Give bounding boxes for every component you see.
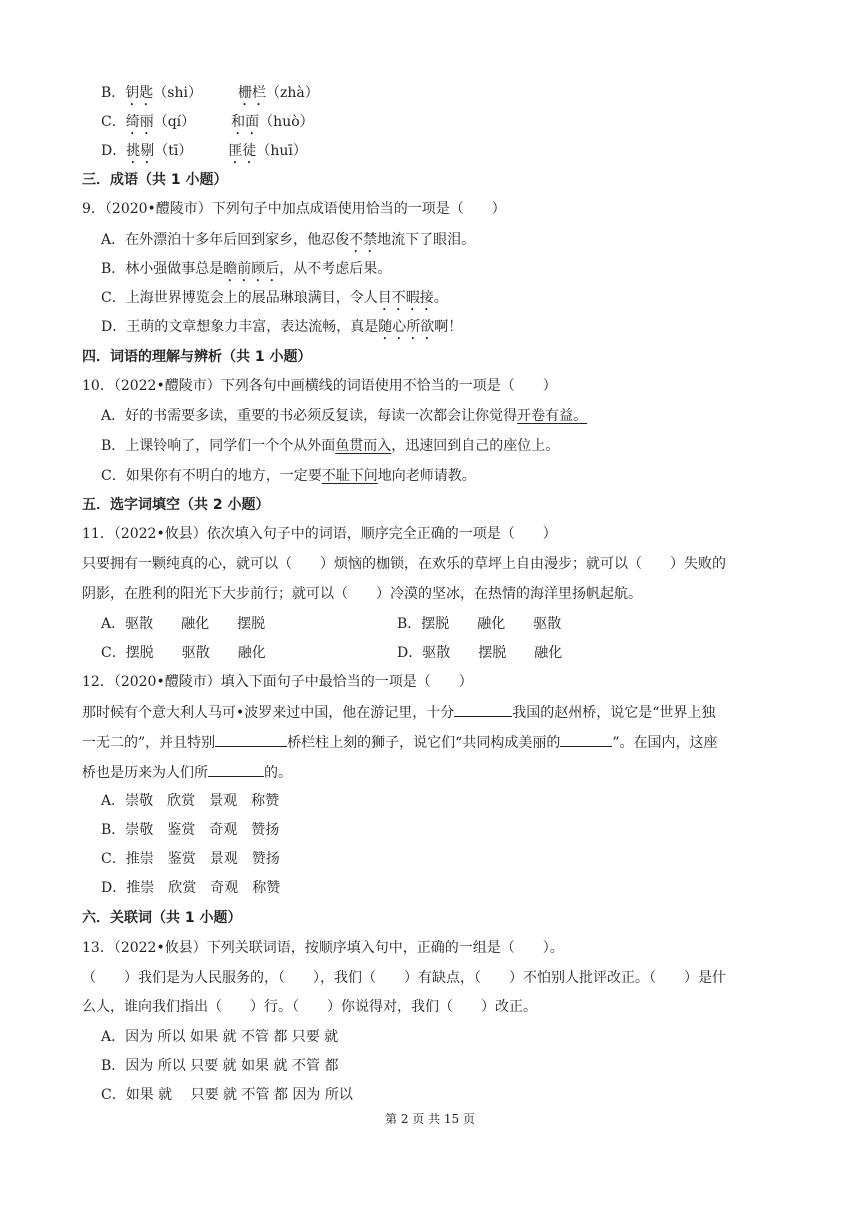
q11-option-b: B．摆脱 融化 驱散 <box>397 616 562 632</box>
q12-passage-line-3: 桥也是历来为人们所 的。 <box>82 762 292 783</box>
q9-option-b: B．林小强做事总是瞻前顾后，从不考虑后果。 <box>101 261 392 277</box>
q8-option-b: B．钥匙（shi） 栅栏（zhà） <box>101 85 319 101</box>
q11-stem: 11．（2022•攸县）依次填入句子中的词语，顺序完全正确的一项是（ ） <box>82 526 557 542</box>
q13-stem: 13．（2022•攸县）下列关联词语，按顺序填入句中，正确的一组是（ ）。 <box>82 940 564 956</box>
q13-option-a: A．因为 所以 如果 就 不管 都 只要 就 <box>101 1029 339 1045</box>
q8-option-d: D．挑剔（tī） 匪徒（huī） <box>101 143 307 159</box>
q10-option-c: C．如果你有不明白的地方，一定要不耻下问地向老师请教。 <box>101 468 476 484</box>
section-title-word-usage: 四．词语的理解与辨析（共 1 小题） <box>82 349 312 365</box>
q11-passage-line-2: 阴影，在胜利的阳光下大步前行；就可以（ ）冷漠的坚冰，在热情的海洋里扬帆起航。 <box>82 586 642 602</box>
answer-blank <box>208 762 264 777</box>
answer-blank <box>215 732 287 747</box>
q12-option-b: B．崇敬 鉴赏 奇观 赞扬 <box>101 822 280 838</box>
q13-passage-line-1: （ ）我们是为人民服务的，（ ），我们（ ）有缺点，（ ）不怕别人批评改正。（ ）是什 <box>82 970 726 986</box>
section-title-fill-words: 五．选字词填空（共 2 小题） <box>82 497 270 513</box>
q9-stem: 9．（2020•醴陵市）下列句子中加点成语使用恰当的一项是（ ） <box>82 201 506 217</box>
q11-option-c: C．摆脱 驱散 融化 <box>101 645 266 661</box>
page-footer: 第 2 页 共 15 页 <box>385 1112 475 1126</box>
q12-option-d: D．推崇 欣赏 奇观 称赞 <box>101 880 281 896</box>
answer-blank <box>454 702 512 717</box>
q10-option-b: B．上课铃响了，同学们一个个从外面鱼贯而入，迅速回到自己的座位上。 <box>101 438 560 454</box>
q12-passage-line-1: 那时候有个意大利人马可•波罗来过中国，他在游记里，十分 我国的赵州桥，说它是“世界上独 <box>82 702 715 723</box>
q11-option-d: D．驱散 摆脱 融化 <box>397 645 563 661</box>
q10-stem: 10．（2022•醴陵市）下列各句中画横线的词语使用不恰当的一项是（ ） <box>82 378 557 394</box>
section-title-idioms: 三．成语（共 1 小题） <box>82 172 228 188</box>
q11-passage-line-1: 只要拥有一颗纯真的心，就可以（ ）烦恼的枷锁，在欢乐的草坪上自由漫步；就可以（ ）失败的 <box>82 556 726 572</box>
answer-blank <box>560 732 612 747</box>
q9-option-c: C．上海世界博览会上的展品琳琅满目，令人目不暇接。 <box>101 290 448 306</box>
q9-option-d: D．王萌的文章想象力丰富，表达流畅，真是随心所欲啊！ <box>101 319 463 335</box>
q12-option-c: C．推崇 鉴赏 景观 赞扬 <box>101 851 280 867</box>
q9-option-a: A．在外漂泊十多年后回到家乡，他忍俊不禁地流下了眼泪。 <box>101 232 476 248</box>
q12-passage-line-2: 一无二的”，并且特别 桥栏柱上刻的狮子，说它们“共同构成美丽的 ”。在国内，这座 <box>82 732 718 753</box>
q13-passage-line-2: 么人，谁向我们指出（ ）行。（ ）你说得对，我们（ ）改正。 <box>82 999 537 1015</box>
q10-option-a: A．好的书需要多读，重要的书必须反复读，每读一次都会让你觉得开卷有益。 <box>101 408 588 424</box>
q11-option-a: A．驱散 融化 摆脱 <box>101 616 266 632</box>
q12-stem: 12．（2020•醴陵市）填入下面句子中最恰当的一项是（ ） <box>82 674 473 690</box>
q12-option-a: A．崇敬 欣赏 景观 称赞 <box>101 793 280 809</box>
q8-option-c: C．绮丽（qí） 和面（huò） <box>101 114 314 130</box>
q13-option-b: B．因为 所以 只要 就 如果 就 不管 都 <box>101 1058 339 1074</box>
q13-option-c: C．如果 就 只要 就 不管 都 因为 所以 <box>101 1087 353 1103</box>
section-title-conjunctions: 六．关联词（共 1 小题） <box>82 910 242 926</box>
